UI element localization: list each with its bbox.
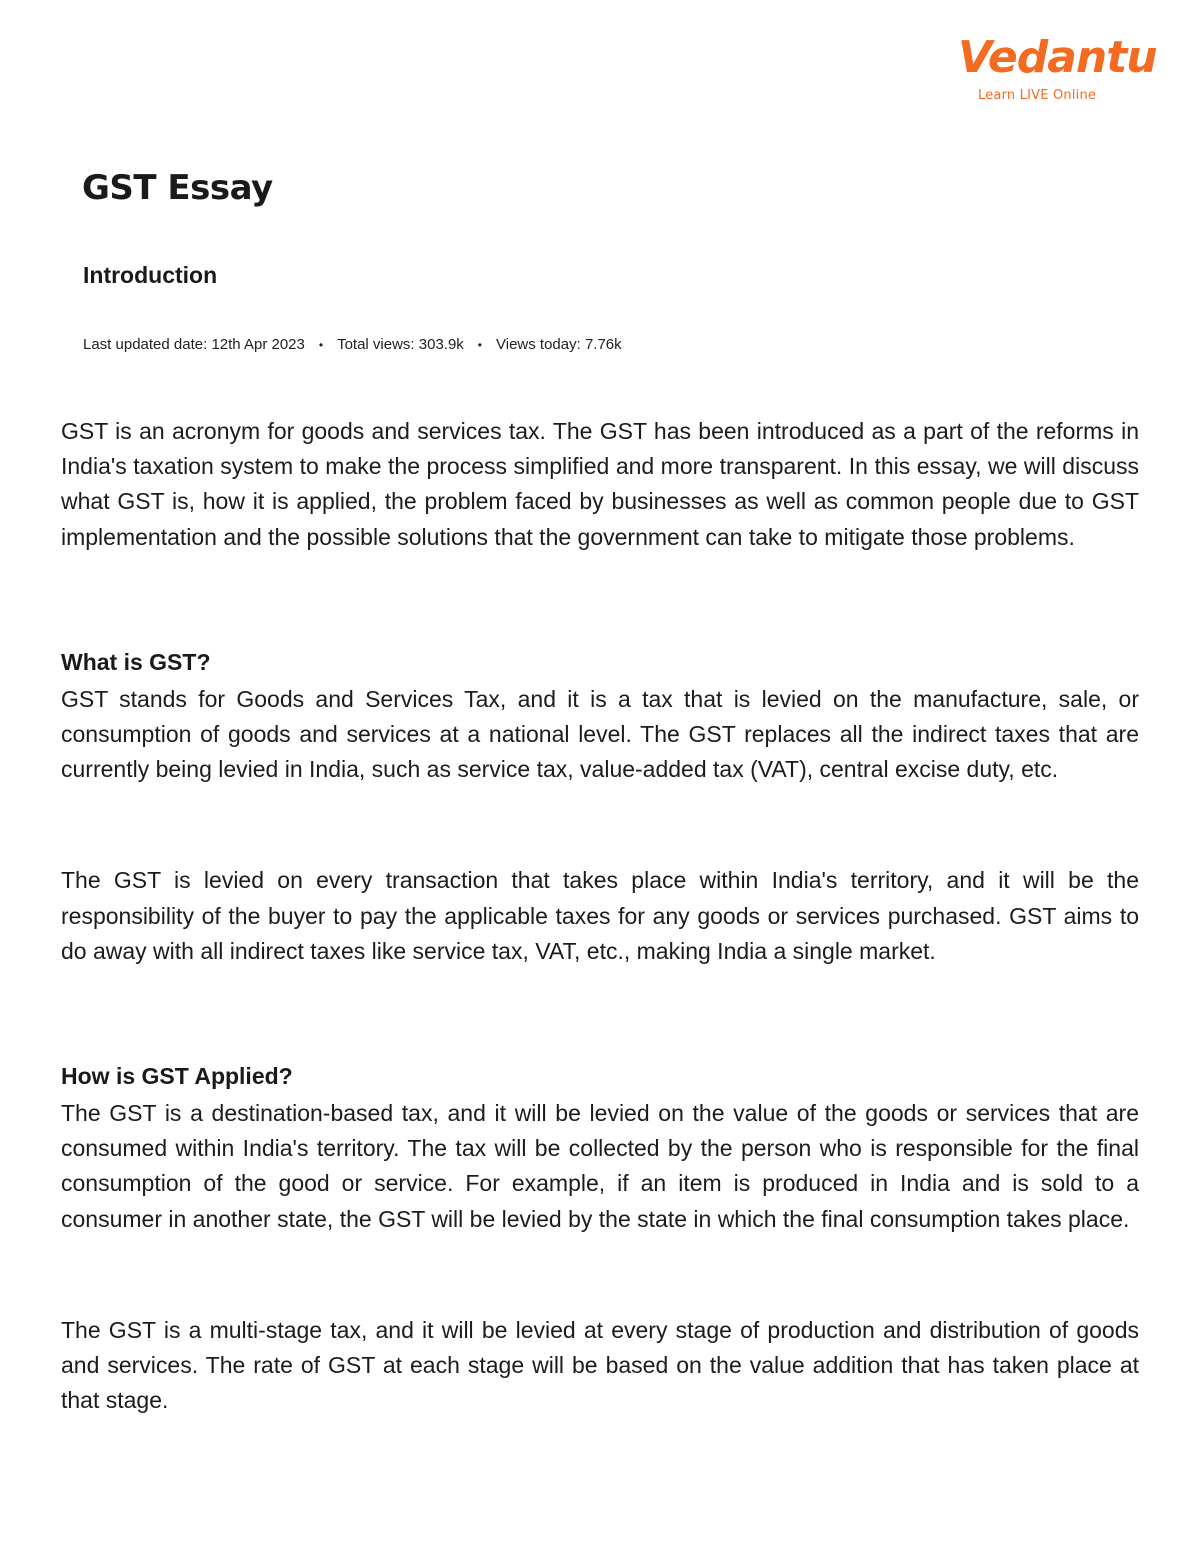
logo-tagline: Learn LIVE Online [978,88,1097,103]
what-is-gst-paragraph-1: GST stands for Goods and Services Tax, and it is a tax that is levied on the manufacture, sale, or consumption of goods and services at a national level. The GST replaces all the indirect taxes that are currently being levied in India, such as service tax, value-added tax (VAT), central excise duty, etc. [61,685,1139,783]
article-meta [83,336,622,353]
views-today: Views today: 7.76k [496,336,622,353]
last-updated-date: Last updated date: 12th Apr 2023 [83,336,305,353]
meta-separator: • [318,338,324,352]
page-title: GST Essay [82,168,273,208]
article-body [61,414,1139,1418]
logo-wordmark: Vedantu [958,32,1157,83]
how-is-gst-applied-paragraph-2: The GST is a multi-stage tax, and it will be levied at every stage of production and distribution of goods and services. The rate of GST at each stage will be based on the value addition that has taken place at that stage. [61,1316,1139,1414]
intro-paragraph: GST is an acronym for goods and services tax. The GST has been introduced as a part of the reforms in India's taxation system to make the process simplified and more transparent. In this essay, we will discuss what GST is, how it is applied, the problem faced by businesses as well as common people due to GST implementation and the possible solutions that the government can take to mitigate those problems. [61,418,1139,550]
total-views: Total views: 303.9k [337,336,464,353]
page-subtitle: Introduction [83,262,218,288]
meta-separator: • [477,338,482,352]
how-is-gst-applied-paragraph-1: The GST is a destination-based tax, and it will be levied on the value of the goods or services that are consumed within India's territory. The tax will be collected by the person who is responsible for the final consumption of the good or service. For example, if an item is produced in India and is sold to a consumer in another state, the GST will be levied by the state in which the final consumption takes place. [61,1100,1139,1232]
section-heading-how-is-gst-applied: How is GST Applied? [61,1063,293,1090]
section-heading-what-is-gst: What is GST? [61,648,211,675]
what-is-gst-paragraph-2: The GST is levied on every transaction that takes place within India's territory, and it will be the responsibility of the buyer to pay the applicable taxes for any goods or services purchased. GST aims to do away with all indirect taxes like service tax, VAT, etc., making India a single market. [61,867,1139,964]
vedantu-logo[interactable] [958,30,1157,110]
